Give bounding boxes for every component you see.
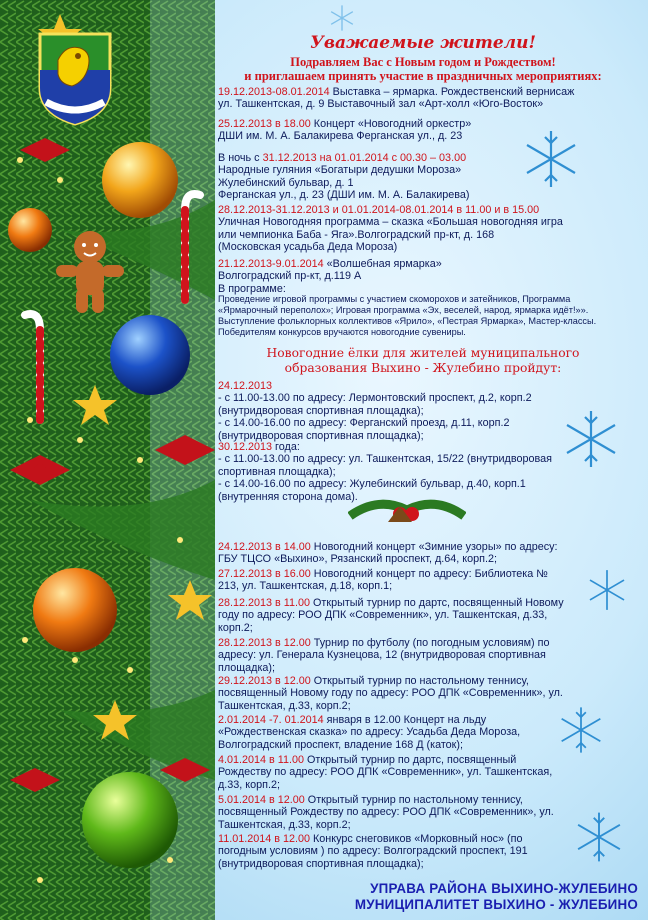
event-item — [218, 118, 618, 143]
event-item — [218, 568, 618, 593]
event-text: посвященный Рождеству по адресу: РОО ДПК «Современник», ул. — [218, 806, 554, 819]
event-text: - с 14.00-16.00 по адресу: Ферганский проезд, д.11, корп.2 — [218, 417, 510, 430]
event-date: 19.12.2013-08.01.2014 — [218, 86, 330, 98]
event-item — [218, 597, 618, 634]
event-date: 2.01.2014 -7. 01.2014 — [218, 714, 324, 726]
event-item — [218, 152, 618, 202]
event-date: 24.12.2013 — [218, 380, 273, 392]
event-item — [218, 204, 618, 254]
event-text: 213, ул. Ташкентская, д.18, корп.1; — [218, 580, 393, 593]
event-text: Открытый турнир по настольному теннису, — [304, 794, 523, 806]
event-text: Ташкентская, д.33, корп.2; — [218, 699, 351, 712]
event-text: Жулебинский бульвар, д. 1 — [218, 176, 354, 189]
event-item — [218, 541, 618, 566]
content-area — [218, 0, 628, 920]
event-text: Волгоградский пр-кт, д.119 А — [218, 270, 362, 283]
event-date: 21.12.2013-9.01.2014 — [218, 258, 324, 270]
greeting-title: Уважаемые жители! — [310, 33, 536, 53]
event-text: (внутридворовая спортивная площадка); — [218, 429, 424, 442]
christmas-tree-decoration — [0, 0, 215, 920]
event-text: Народные гуляния «Богатыри дедушки Мороза» — [218, 164, 462, 177]
event-text: Конкурс снеговиков «Морковный нос» (по — [310, 833, 523, 845]
event-text: спортивная площадка); — [218, 465, 336, 478]
event-date: 11.01.2014 в 12.00 — [218, 833, 310, 845]
event-item — [218, 675, 618, 712]
event-text: «Рождественская сказка» по адресу: Усадьба Деда Мороза, — [218, 726, 521, 739]
event-text: Открытый турнир по дартс, посвященный — [304, 754, 517, 766]
event-text: корп.2; — [218, 621, 253, 634]
event-item — [218, 258, 618, 295]
event-text: (Московская усадьба Деда Мороза) — [218, 241, 398, 254]
event-text: Рождеству по адресу: РОО ДПК «Современник», ул. Ташкентская, — [218, 766, 553, 779]
event-text: Новогодний концерт «Зимние узоры» по адресу: — [310, 541, 558, 553]
event-text: В ночь с — [218, 152, 263, 164]
event-date: 28.12.2013 в 11.00 — [218, 597, 310, 609]
event-item — [218, 637, 618, 674]
event-date: 29.12.2013 в 12.00 — [218, 675, 311, 687]
event-item — [218, 714, 618, 751]
event-item — [218, 833, 618, 870]
event-text: - с 11.00-13.00 по адресу: ул. Ташкентская, 15/22 (внутридворовая — [218, 453, 552, 466]
footer-administration: УПРАВА РАЙОНА ВЫХИНО-ЖУЛЕБИНО — [370, 881, 638, 896]
event-date: 30.12.2013 — [218, 441, 273, 453]
event-text: «Волшебная ярмарка» — [323, 258, 442, 270]
event-text: (внутридворовая спортивная площадка); — [218, 857, 424, 870]
tree-event — [218, 380, 618, 442]
event-text: В программе: — [218, 282, 286, 295]
event-text: Уличная Новогодняя программа – сказка «Большая новогодняя игра — [218, 216, 563, 229]
event-date: 25.12.2013 в 18.00 — [218, 118, 311, 130]
event-item — [218, 754, 618, 791]
event-text: года: — [272, 441, 300, 453]
greeting-line-1: Подравляем Вас с Новым годом и Рождеством! — [290, 55, 556, 69]
footer-municipality: МУНИЦИПАЛИТЕТ ВЫХИНО - ЖУЛЕБИНО — [354, 897, 638, 912]
event-text: Турнир по футболу (по погодным условиям) по — [310, 637, 550, 649]
tree-event — [218, 441, 618, 503]
event-text: адресу: ул. Генерала Кузнецова, 12 (внутридворовая спортивная — [218, 649, 546, 662]
event-text: ул. Ташкентская, д. 9 Выставочный зал «Арт-холл «Юго-Восток» — [218, 98, 544, 111]
event-text: д.33, корп.2; — [218, 778, 281, 791]
event-item — [218, 86, 618, 111]
event-text: января в 12.00 Концерт на льду — [323, 714, 487, 726]
event-text: погодным условиям ) по адресу: Волгоградский проспект, 191 — [218, 845, 528, 858]
event-date: 31.12.2013 на 01.01.2014 с 00.30 – 03.00 — [262, 152, 467, 164]
event-text: Концерт «Новогодний оркестр» — [310, 118, 472, 130]
event-text: ДШИ им. М. А. Балакирева Ферганская ул., д. 23 — [218, 130, 463, 143]
event-date: 27.12.2013 в 16.00 — [218, 568, 311, 580]
district-coat-of-arms-logo — [36, 30, 114, 128]
event-date: 5.01.2014 в 12.00 — [218, 794, 305, 806]
event-text: году по адресу: РОО ДПК «Современник», ул. Ташкентская, д.33, — [218, 609, 548, 622]
section-title-line-2: образования Выхино - Жулебино пройдут: — [284, 361, 562, 375]
event-text: Выставка – ярмарка. Рождественский вернисаж — [329, 86, 575, 98]
event-date: 28.12.2013 в 12.00 — [218, 637, 311, 649]
event-text: Волгоградский проспект, владение 168 Д (каток); — [218, 738, 463, 751]
event-text: Ферганская ул., д. 23 (ДШИ им. М. А. Балакирева) — [218, 189, 470, 202]
event-text: - с 14.00-16.00 по адресу: Жулебинский бульвар, д.40, корп.1 — [218, 478, 526, 491]
event-date: 28.12.2013-31.12.2013 и 01.01.2014-08.01.2014 в 11.00 и в 15.00 — [218, 204, 540, 216]
event-text: Новогодний концерт по адресу: Библиотека № — [310, 568, 548, 580]
event-text: или чемпионка Баба - Яга».Волгоградский пр-кт, д. 168 — [218, 228, 495, 241]
event-text: - с 11.00-13.00 по адресу: Лермонтовский проспект, д.2, корп.2 — [218, 392, 532, 405]
event-date: 4.01.2014 в 11.00 — [218, 754, 304, 766]
event-text: Открытый турнир по дартс, посвященный Новому — [310, 597, 564, 609]
event-text: посвященный Новому году по адресу: РОО ДПК «Современник», ул. — [218, 687, 563, 700]
event-text: площадка); — [218, 661, 276, 674]
event-date: 24.12.2013 в 14.00 — [218, 541, 311, 553]
section-title-line-1: Новогодние ёлки для жителей муниципального — [266, 346, 580, 360]
event-text: (внутридворовая спортивная площадка); — [218, 404, 424, 417]
event-text: Открытый турнир по настольному теннису, — [310, 675, 529, 687]
event-text: (внутренняя сторона дома). — [218, 490, 358, 503]
program-details: Проведение игровой программы с участием скоморохов и затейников, Программа «Ярмарочный переполох»; Игровая программа «Эх, веселей, народ, ярмарка идёт!»». Выступление фольклорных коллективов «Ярило», «Пестрая Ярмарка», Мастер-классы. Победителям конкурсов вручаются новогодние сувениры. — [218, 294, 597, 337]
event-text: Ташкентская, д.33, корп.2; — [218, 818, 351, 831]
greeting-line-2: и приглашаем принять участие в праздничных мероприятиях: — [244, 69, 602, 83]
event-item — [218, 794, 618, 831]
event-text: ГБУ ТЦСО «Выхино», Рязанский проспект, д.64, корп.2; — [218, 553, 497, 566]
